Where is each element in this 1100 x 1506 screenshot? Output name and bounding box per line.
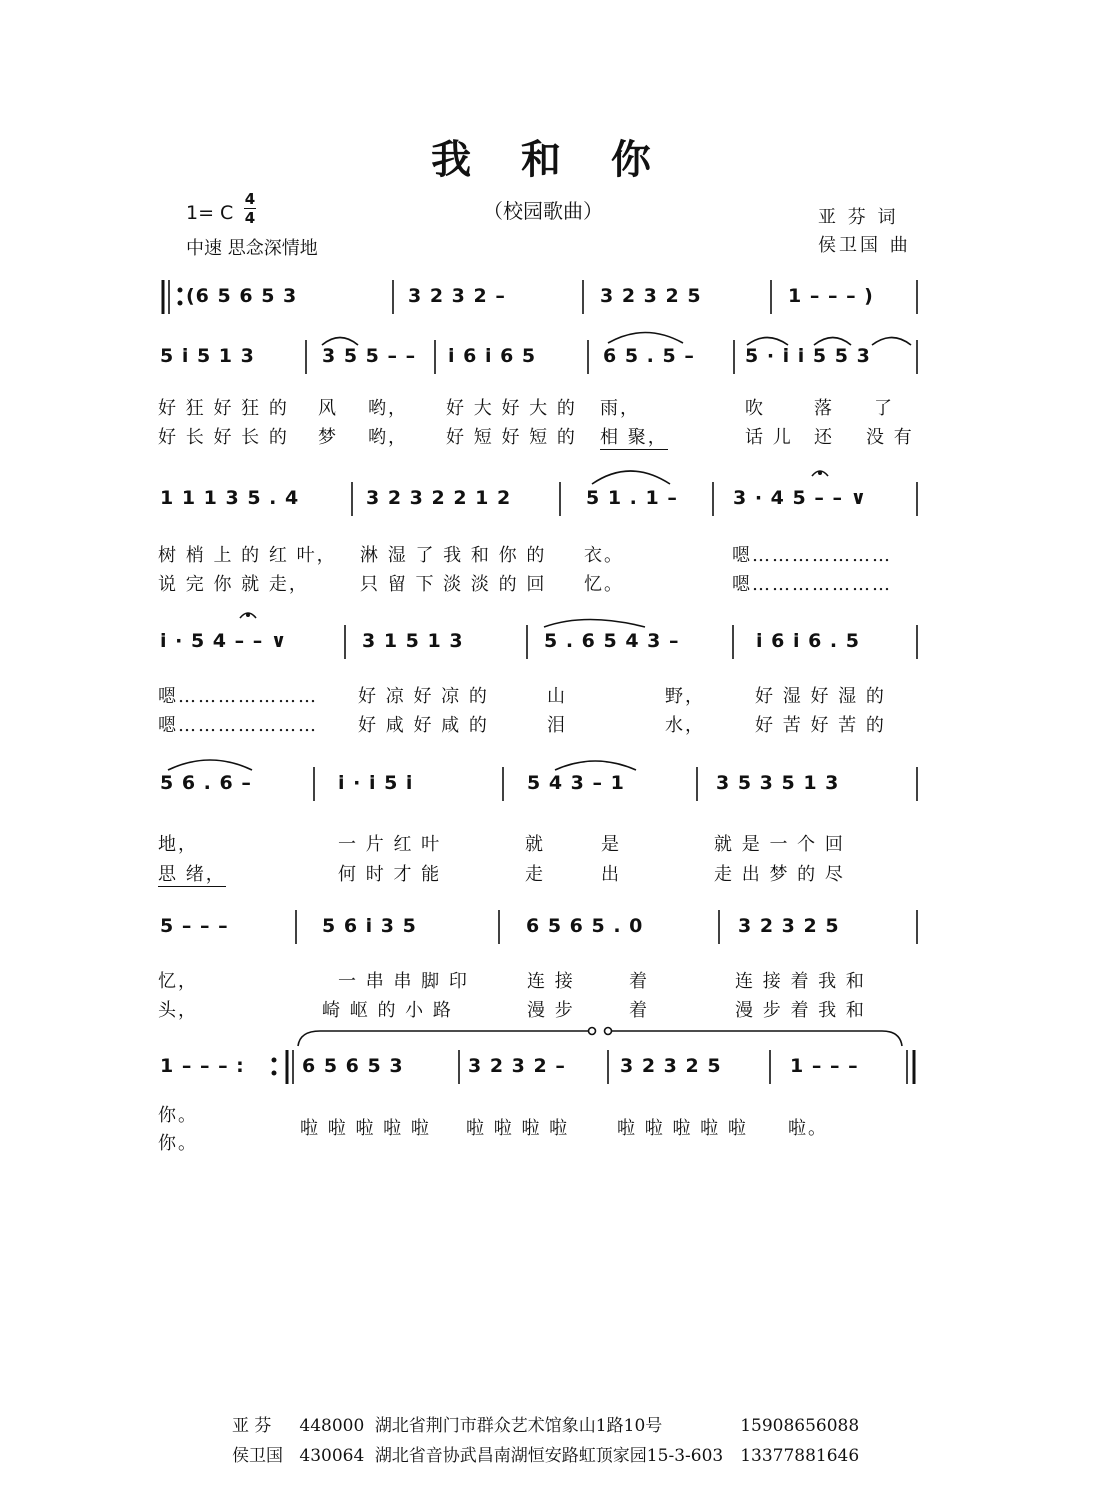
- notes-row2-bar3: i 6 i 6 5: [448, 345, 537, 367]
- footer-phone-2: 13377881646: [740, 1446, 860, 1466]
- lyric-row4-v2-d: 水，: [665, 715, 705, 736]
- lyric-row3-v1-c: 衣。: [584, 545, 624, 566]
- notes-row4-bar1: i · 5 4 – – ∨: [160, 630, 288, 652]
- lyric-row6-v1-c: 连 接: [527, 971, 575, 992]
- footer-address-2: 湖北省音协武昌南湖恒安路虹顶家园15-3-603: [374, 1446, 724, 1466]
- lyric-row2-v2-h: 没 有: [866, 427, 914, 448]
- lyric-row3-v2-b: 只 留 下 淡 淡 的 回: [360, 574, 547, 595]
- lyric-row2-v1-b: 风: [318, 398, 338, 419]
- lyric-row7-v1-e: 啦。: [788, 1118, 828, 1139]
- lyric-row7-v1-d: 啦 啦 啦 啦 啦: [617, 1118, 748, 1139]
- lyric-row6-v1-e: 连 接 着 我 和: [735, 971, 866, 992]
- notes-row3-bar4: 3 · 4 5 – – ∨: [733, 487, 867, 509]
- notes-row2-bar1: 5 i 5 1 3: [160, 345, 255, 367]
- notes-row5-bar4: 3 5 3 5 1 3: [716, 772, 840, 794]
- lyric-row3-v1-b: 淋 湿 了 我 和 你 的: [360, 545, 547, 566]
- lyric-row5-v2-e: 走 出 梦 的 尽: [714, 864, 845, 885]
- lyric-row2-v1-e: 雨，: [600, 398, 640, 419]
- lyric-row2-v2-f: 话 儿: [745, 427, 793, 448]
- lyric-row4-v2-a: 嗯…………………: [158, 715, 318, 736]
- lyric-row2-v1-d: 好 大 好 大 的: [446, 398, 577, 419]
- lyric-row2-v1-h: 了: [874, 398, 894, 419]
- lyric-row5-v2-b: 何 时 才 能: [338, 864, 442, 885]
- lyric-row6-v2-c: 漫 步: [527, 1000, 575, 1021]
- lyric-row4-v1-e: 好 湿 好 湿 的: [755, 686, 886, 707]
- notes-row5-bar2: i · i 5 i: [338, 772, 414, 794]
- key-signature: 1= C: [186, 202, 234, 224]
- lyric-row2-v2-g: 还: [814, 427, 834, 448]
- notes-row7-bar3: 3 2 3 2 –: [468, 1055, 566, 1077]
- footer-name-2: 侯卫国: [232, 1446, 283, 1466]
- lyric-row2-v2-e: 相 聚，: [600, 423, 668, 450]
- lyric-row5-v2-d: 出: [601, 864, 621, 885]
- notes-row2-bar5: 5 · i i 5 5 3: [745, 345, 871, 367]
- lyric-row6-v1-a: 忆，: [158, 971, 198, 992]
- lyric-row3-v2-a: 说 完 你 就 走，: [158, 574, 309, 595]
- time-signature-bottom: 4: [244, 209, 256, 227]
- lyric-row5-v2-a: 思 绪，: [158, 860, 226, 887]
- notes-row2-bar2: 3 5 5 – –: [322, 345, 417, 367]
- lyric-row7-v1-a: 你。: [158, 1105, 198, 1126]
- lyric-row2-v2-b: 梦: [318, 427, 338, 448]
- lyric-row7-v1-c: 啦 啦 啦 啦: [466, 1118, 570, 1139]
- notes-row6-bar3: 6 5 6 5 . 0: [526, 915, 644, 937]
- lyric-row4-v1-a: 嗯…………………: [158, 686, 318, 707]
- lyric-row5-v1-d: 是: [601, 834, 621, 855]
- lyric-row4-v2-e: 好 苦 好 苦 的: [755, 715, 886, 736]
- lyricist-credit: 亚 芬 词: [818, 207, 899, 228]
- notes-row1-bar4: 1 – – – ): [788, 285, 874, 307]
- lyric-row4-v1-d: 野，: [665, 686, 705, 707]
- lyric-row3-v1-d: 嗯…………………: [732, 545, 892, 566]
- lyric-row5-v1-a: 地，: [158, 834, 198, 855]
- lyric-row3-v2-d: 嗯…………………: [732, 574, 892, 595]
- footer-postcode-2: 430064: [299, 1446, 365, 1466]
- notes-row2-bar4: 6 5 . 5 –: [603, 345, 695, 367]
- notes-row5-bar3: 5 4 3 – 1: [527, 772, 625, 794]
- notes-row6-bar4: 3 2 3 2 5: [738, 915, 840, 937]
- lyric-row6-v1-b: 一 串 串 脚 印: [338, 971, 469, 992]
- notes-row7-bar1: 1 – – – :: [160, 1055, 245, 1077]
- song-subtitle: （校园歌曲）: [483, 199, 603, 223]
- notes-row6-bar1: 5 – – –: [160, 915, 229, 937]
- song-title: 我 和 你: [431, 136, 669, 183]
- notes-row7-bar2: 6 5 6 5 3: [302, 1055, 404, 1077]
- lyric-row2-v1-g: 落: [814, 398, 834, 419]
- lyric-row3-v2-c: 忆。: [584, 574, 624, 595]
- notes-row6-bar2: 5 6 i 3 5: [322, 915, 417, 937]
- notes-row3-bar2: 3 2 3 2 2 1 2: [366, 487, 512, 509]
- lyric-row6-v2-b: 崎 岖 的 小 路: [322, 1000, 453, 1021]
- notes-row1-bar1: (6 5 6 5 3: [186, 285, 298, 307]
- notes-row3-bar3: 5 1 . 1 –: [586, 487, 678, 509]
- lyric-row2-v1-a: 好 狂 好 狂 的: [158, 398, 289, 419]
- footer-name-1: 亚 芬: [232, 1416, 272, 1436]
- footer-phone-1: 15908656088: [740, 1416, 860, 1436]
- footer-line-1: [232, 1411, 859, 1436]
- lyric-row3-v1-a: 树 梢 上 的 红 叶，: [158, 545, 337, 566]
- lyric-row5-v2-c: 走: [525, 864, 545, 885]
- lyric-row5-v1-c: 就: [525, 834, 545, 855]
- lyric-row7-v1-b: 啦 啦 啦 啦 啦: [300, 1118, 431, 1139]
- lyric-row5-v1-e: 就 是 一 个 回: [714, 834, 845, 855]
- lyric-row2-v2-c: 哟，: [368, 427, 408, 448]
- lyric-row6-v2-e: 漫 步 着 我 和: [735, 1000, 866, 1021]
- notes-row7-bar5: 1 – – –: [790, 1055, 859, 1077]
- lyric-row2-v1-f: 吹: [745, 398, 765, 419]
- notes-row7-bar4: 3 2 3 2 5: [620, 1055, 722, 1077]
- notes-row5-bar1: 5 6 . 6 –: [160, 772, 252, 794]
- notes-row1-bar2: 3 2 3 2 –: [408, 285, 506, 307]
- lyric-row2-v1-c: 哟，: [368, 398, 408, 419]
- footer-line-2: [232, 1441, 859, 1466]
- notes-row3-bar1: 1 1 1 3 5 . 4: [160, 487, 300, 509]
- notes-row4-bar2: 3 1 5 1 3: [362, 630, 464, 652]
- footer-address-1: 湖北省荆门市群众艺术馆象山1路10号: [374, 1416, 663, 1436]
- notes-row4-bar4: i 6 i 6 . 5: [756, 630, 860, 652]
- lyric-row2-v2-d: 好 短 好 短 的: [446, 427, 577, 448]
- lyric-row2-v2-a: 好 长 好 长 的: [158, 427, 289, 448]
- lyric-row6-v1-d: 着: [629, 971, 649, 992]
- notes-row4-bar3: 5 . 6 5 4 3 –: [544, 630, 680, 652]
- composer-credit: 侯卫国 曲: [818, 235, 911, 256]
- lyric-row4-v2-b: 好 咸 好 咸 的: [358, 715, 489, 736]
- notes-row1-bar3: 3 2 3 2 5: [600, 285, 702, 307]
- tempo-marking: 中速 思念深情地: [186, 238, 318, 259]
- time-signature-top: 4: [244, 190, 256, 208]
- footer-postcode-1: 448000: [299, 1416, 365, 1436]
- lyric-row5-v1-b: 一 片 红 叶: [338, 834, 442, 855]
- lyric-row7-v2-a: 你。: [158, 1133, 198, 1154]
- lyric-row6-v2-d: 着: [629, 1000, 649, 1021]
- lyric-row4-v2-c: 泪: [547, 715, 567, 736]
- lyric-row6-v2-a: 头，: [158, 1000, 198, 1021]
- lyric-row4-v1-c: 山: [547, 686, 567, 707]
- lyric-row4-v1-b: 好 凉 好 凉 的: [358, 686, 489, 707]
